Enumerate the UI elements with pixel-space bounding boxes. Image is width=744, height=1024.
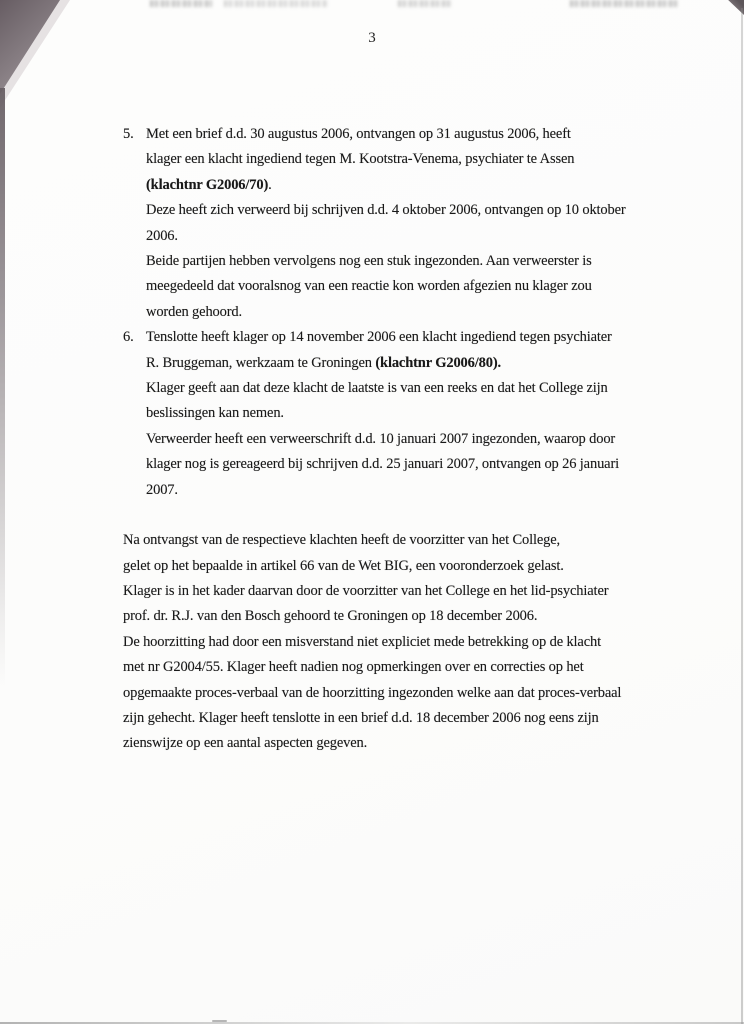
text-line-head: R. Bruggeman, werkzaam te Groningen (146, 354, 376, 371)
text-line: 2006. (146, 227, 178, 244)
scan-smudge-top-1 (150, 0, 212, 7)
scan-mark-bottom (212, 1020, 227, 1022)
case-number-g2006-80: (klachtnr G2006/80). (375, 354, 501, 371)
text-line-tail: . (268, 176, 272, 193)
page-number: 3 (368, 30, 376, 46)
text-line: gelet op het bepaalde in artikel 66 van de Wet BIG, een vooronderzoek gelast. (123, 557, 564, 574)
closing-paragraph (123, 528, 663, 757)
list-item-6 (123, 325, 663, 503)
text-line: Verweerder heeft een verweerschrift d.d. 10 januari 2007 ingezonden, waarop door (146, 430, 616, 447)
text-line: meegedeeld dat vooralsnog van een reactie kon worden afgezien nu klager zou (146, 278, 592, 295)
scan-smudge-top-3 (398, 0, 452, 7)
text-line-case-number (146, 351, 663, 376)
text-line: Klager geeft aan dat deze klacht de laatste is van een reeks en dat het College zijn (146, 380, 608, 397)
text-line: worden gehoord. (146, 303, 243, 320)
list-marker-5: 5. (123, 126, 134, 142)
text-line: zijn gehecht. Klager heeft tenslotte in een brief d.d. 18 december 2006 nog eens zijn (123, 709, 599, 726)
text-line: De hoorzitting had door een misverstand niet expliciet mede betrekking op de klacht (123, 633, 601, 650)
scan-edge-shadow-left (0, 88, 5, 688)
list-item-5 (123, 122, 663, 325)
scan-smudge-top-4 (570, 0, 678, 7)
text-line: opgemaakte proces-verbaal van de hoorzitting ingezonden welke aan dat proces-verbaal (123, 684, 622, 701)
text-line: 2007. (146, 481, 178, 498)
text-line: zienswijze op een aantal aspecten gegeven. (123, 735, 368, 752)
text-line: Beide partijen hebben vervolgens nog een stuk ingezonden. Aan verweerster is (146, 253, 592, 270)
text-line: met nr G2004/55. Klager heeft nadien nog opmerkingen over en correcties op het (123, 659, 584, 676)
scan-edge-line-right (741, 8, 743, 1024)
text-line: Met een brief d.d. 30 augustus 2006, ontvangen op 31 augustus 2006, heeft (146, 126, 571, 142)
text-line: klager nog is gereageerd bij schrijven d.d. 25 januari 2007, ontvangen op 26 januari (146, 456, 620, 473)
text-line: prof. dr. R.J. van den Bosch gehoord te Groningen op 18 december 2006. (123, 608, 538, 625)
document-body (123, 122, 663, 757)
text-line: Klager is in het kader daarvan door de voorzitter van het College en het lid-psychiater (123, 582, 609, 599)
text-line: Na ontvangst van de respectieve klachten heeft de voorzitter van het College, (123, 532, 560, 549)
scan-smudge-top-2 (224, 0, 328, 7)
text-line: beslissingen kan nemen. (146, 405, 284, 422)
list-marker-6: 6. (123, 329, 134, 346)
scan-corner-top-left (0, 0, 60, 94)
text-line: klager een klacht ingediend tegen M. Kootstra-Venema, psychiater te Assen (146, 151, 575, 168)
text-line: Deze heeft zich verweerd bij schrijven d.d. 4 oktober 2006, ontvangen op 10 oktober (146, 202, 626, 219)
text-line-case-number (146, 173, 663, 198)
case-number-g2006-70: (klachtnr G2006/70) (146, 176, 269, 193)
text-line: Tenslotte heeft klager op 14 november 2006 een klacht ingediend tegen psychiater (146, 329, 612, 346)
